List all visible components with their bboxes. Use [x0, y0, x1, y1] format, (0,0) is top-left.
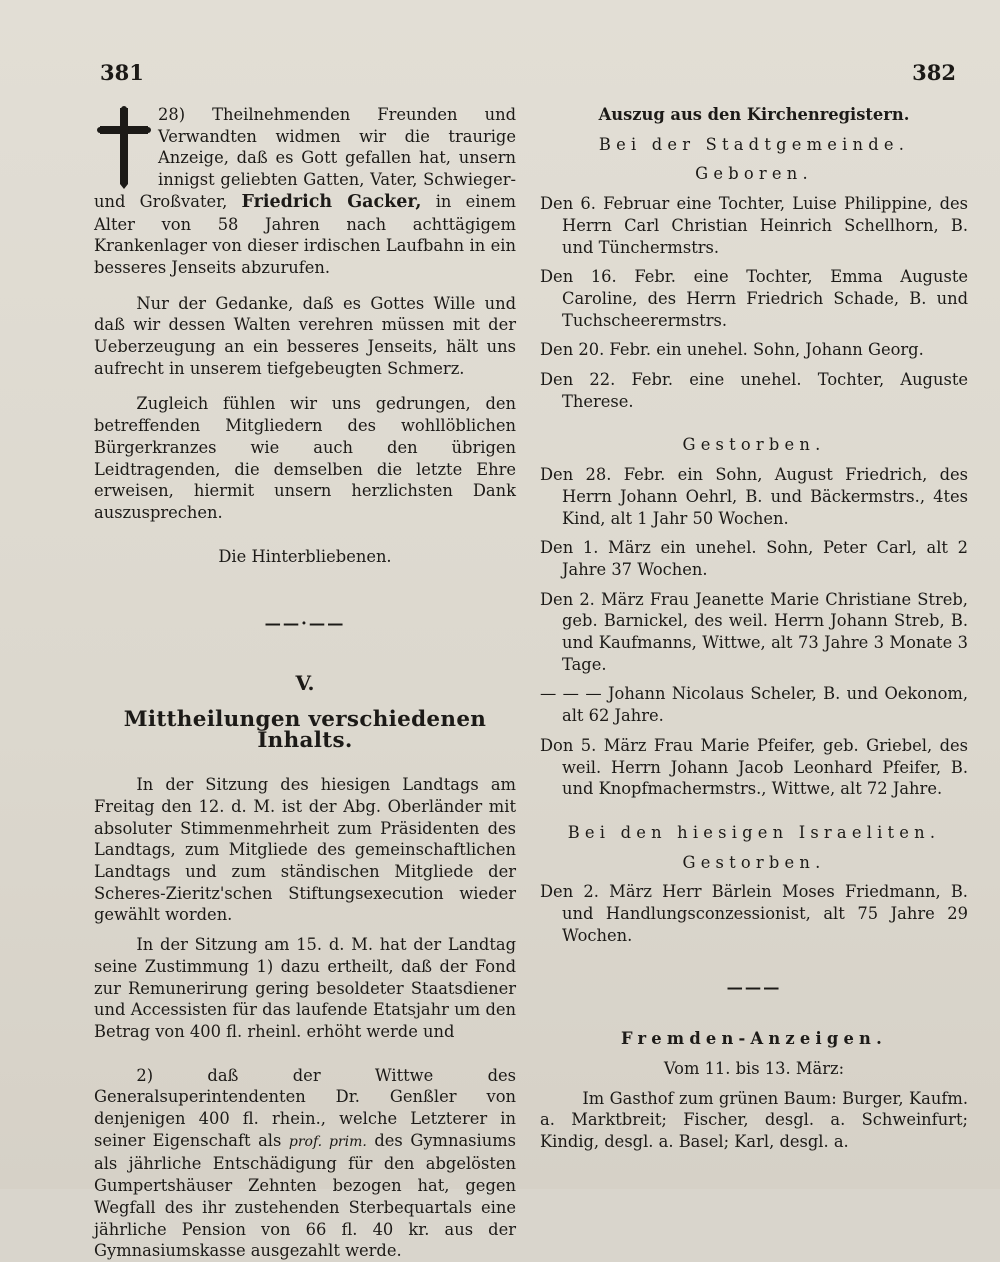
- page-number-right: 382: [912, 60, 956, 85]
- section-separator: ——·——: [264, 614, 346, 634]
- death-entry: — — — Johann Nicolaus Scheler, B. und Oekonom, alt 62 Jahre.: [540, 684, 968, 726]
- notice-signature: Die Hinterbliebenen.: [218, 546, 392, 566]
- para3-latin: prof. prim.: [288, 1133, 367, 1150]
- birth-entry: Den 22. Febr. eine unehel. Tochter, Auguste Therese.: [540, 370, 968, 411]
- para3-text-b: des Gymnasiums als jährliche Entschädigung für den abgelösten Gumpertshäuser Zehnten bezogen hat, gegen Wegfall des ihr zustehenden Sterbequartals eine jährliche Pension von 66 fl. 40 kr. aus der Gymnasiumskasse ausgezahlt werde.: [94, 1130, 517, 1261]
- deceased-name: Friedrich Gacker,: [241, 191, 422, 212]
- landtag-paragraph-2: In der Sitzung am 15. d. M. hat der Landtag seine Zustimmung 1) dazu ertheilt, daß der Fond zur Remunerirung gering besoldeter Staatsdiener und Accessisten für das laufende Etatsjahr um den Betrag von 400 fl. rheinl. erhöht werde und: [94, 935, 516, 1041]
- death-entry: Den 2. März Frau Jeanette Marie Christiane Streb, geb. Barnickel, des weil. Herrn Johann Streb, B. und Kaufmanns, Wittwe, alt 73 Jahre 3 Monate 3 Tage.: [540, 589, 968, 674]
- birth-entry: Den 6. Februar eine Tochter, Luise Philippine, des Herrn Carl Christian Heinrich Schellhorn, B. und Tünchermstrs.: [540, 194, 968, 257]
- death-entry: Den 28. Febr. ein Sohn, August Friedrich, des Herrn Johann Oehrl, B. und Bäckermstrs., 4tes Kind, alt 1 Jahr 50 Wochen.: [540, 465, 968, 528]
- notice-intro: 28) Theilnehmenden Freunden und Verwandten widmen wir die traurige Anzeige, daß es Gott gefallen hat, unsern innigst geliebten Gatten, Vater, Schwieger- und Großvater,: [94, 105, 516, 211]
- birth-entry: Den 20. Febr. ein unehel. Sohn, Johann Georg.: [540, 340, 924, 360]
- death-notice: [94, 104, 516, 567]
- israeliten-deaths-heading: Gestorben.: [682, 852, 826, 872]
- right-separator: ———: [726, 977, 782, 997]
- notice-paragraph-3: Zugleich fühlen wir uns gedrungen, den betreffenden Mitgliedern des wohllöblichen Bürgerkranzes wie auch den übrigen Leidtragenden, die demselben die letzte Ehre erweisen, hiermit unsern herzlichsten Dank auszusprechen.: [94, 394, 516, 522]
- church-register-heading: Auszug aus den Kirchenregistern.: [598, 105, 910, 124]
- fremden-text: Im Gasthof zum grünen Baum: Burger, Kaufm. a. Marktbreit; Fischer, desgl. a. Schweinfurt; Kindig, desgl. a. Basel; Karl, desgl. a.: [540, 1088, 968, 1152]
- right-column: [540, 104, 968, 1153]
- notice-paragraph-2: Nur der Gedanke, daß es Gottes Wille und daß wir dessen Walten verehren müssen mit der Ueberzeugung an ein besseres Jenseits, hält uns aufrecht in unserem tiefgebeugten Schmerz.: [94, 293, 516, 378]
- fremden-heading: Fremden-Anzeigen.: [621, 1029, 887, 1049]
- fremden-date: Vom 11. bis 13. März:: [663, 1058, 845, 1078]
- israeliten-death-entry: Den 2. März Herr Bärlein Moses Friedmann, B. und Handlungsconzessionist, alt 75 Jahre 29 Wochen.: [540, 882, 968, 945]
- death-entry: Don 5. März Frau Marie Pfeifer, geb. Griebel, des weil. Herrn Johann Jacob Leonhard Pfeifer, B. und Knopfmachermstrs., Wittwe, alt 72 Jahre.: [540, 735, 968, 799]
- section-title: Mittheilungen verschiedenen Inhalts.: [123, 706, 487, 754]
- israeliten-subheading: Bei den hiesigen Israeliten.: [567, 822, 941, 842]
- notice-paragraph-1: [94, 104, 516, 279]
- landtag-paragraph-1: In der Sitzung des hiesigen Landtags am Freitag den 12. d. M. ist der Abg. Oberländer mit absoluter Stimmenmehrheit zum Präsidenten des Landtags, zum Mitgliede des gemeinschaftlichen Landtags und zum ständischen Mitgliede der Scheres-Zieritz'schen Stiftungsexecution wieder gewählt worden.: [94, 775, 516, 925]
- deaths-heading: Gestorben.: [682, 435, 826, 455]
- stadtgemeinde-subheading: Bei der Stadtgemeinde.: [598, 134, 910, 154]
- page-number-left: 381: [100, 60, 144, 85]
- notice-intro-cont: in einem Alter von 58 Jahren nach achttägigem Krankenlager von dieser irdischen Laufbahn in ein besseres Jenseits abzurufen.: [94, 191, 516, 277]
- birth-entry: Den 16. Febr. eine Tochter, Emma Auguste Caroline, des Herrn Friedrich Schade, B. und Tuchscheerermstrs.: [540, 267, 968, 330]
- cross-icon: [96, 106, 152, 190]
- births-heading: Geboren.: [695, 164, 813, 184]
- landtag-paragraph-3: [94, 1065, 516, 1262]
- section-number: V.: [295, 671, 315, 696]
- left-column: [94, 104, 516, 1262]
- para3-text-a: 2) daß der Wittwe des Generalsuperintendenten Dr. Genßler von denjenigen 400 fl. rhein., welche Letzterer in seiner Eigenschaft als: [94, 1065, 516, 1150]
- death-entry: Den 1. März ein unehel. Sohn, Peter Carl, alt 2 Jahre 37 Wochen.: [540, 538, 968, 579]
